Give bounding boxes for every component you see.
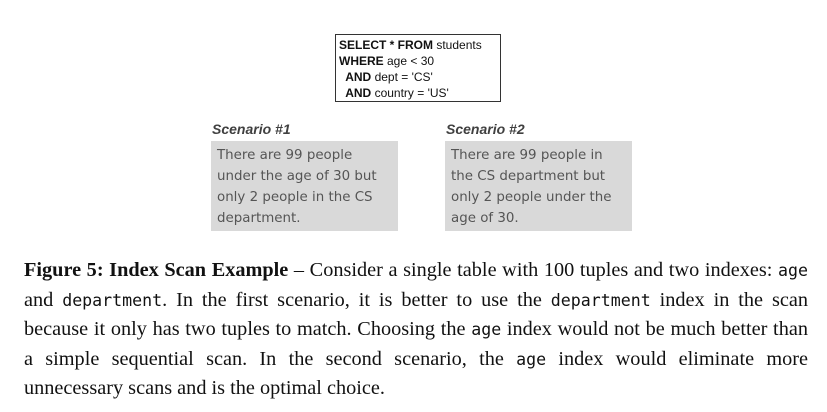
scenario-2-line: There are 99 people in bbox=[451, 148, 603, 163]
scenario-2-line: only 2 people under the bbox=[451, 190, 612, 205]
scenario-1-line: There are 99 people bbox=[217, 148, 353, 163]
sql-line-3: AND dept = 'CS' bbox=[339, 70, 433, 84]
scenario-2-line: the CS department but bbox=[451, 169, 606, 184]
figure-caption: Figure 5: Index Scan Example – Consider a single table with 100 tuples and two indexes: age and department. In the first scenario, it is better to use the department index in the scan because it only has two tuples to match. Choosing the age index would not be much better than a simple sequential scan. In the second scenario, the age index would eliminate more unnecessary scans and is the optimal choice. bbox=[24, 259, 809, 400]
scenario-1-line: only 2 people in the CS bbox=[217, 190, 373, 205]
scenario-1-title: Scenario #1 bbox=[212, 121, 291, 137]
sql-line-2: WHERE age < 30 bbox=[339, 54, 435, 68]
scenario-1-line: department. bbox=[217, 211, 301, 226]
figure-label: Figure 5: Index Scan Example bbox=[24, 259, 289, 281]
sql-line-1: SELECT * FROM students bbox=[339, 38, 482, 52]
sql-query-box bbox=[335, 34, 501, 102]
scenario-1-line: under the age of 30 but bbox=[217, 169, 377, 184]
scenario-2-line: age of 30. bbox=[451, 211, 519, 226]
scenario-2-box bbox=[445, 141, 632, 231]
scenario-2-title: Scenario #2 bbox=[446, 121, 525, 137]
scenario-1-box bbox=[211, 141, 398, 231]
sql-line-4: AND country = 'US' bbox=[339, 86, 449, 100]
